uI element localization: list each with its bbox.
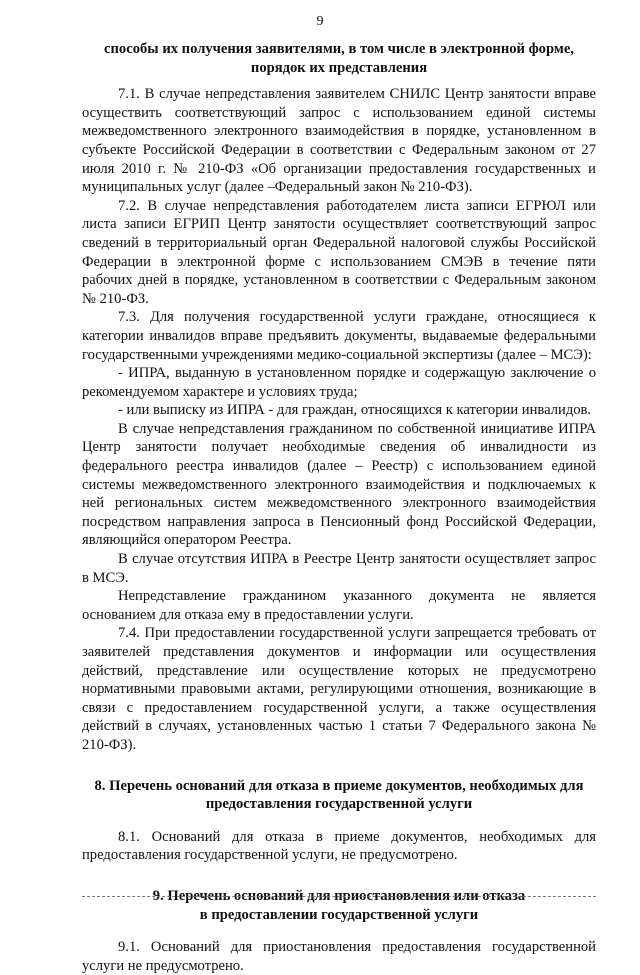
section-9-heading-line1: 9. Перечень оснований для приостановления или отказа (152, 887, 526, 904)
paragraph-7-4: 7.4. При предоставлении государственной услуги запрещается требовать от заявителей представления документов и информации или осуществления действий, представление или осуществление которых не предусмотрено нормативными правовыми актами, регулирующими отношения, возникающие в связи с предоставлением государственной услуги, а также осуществления действий в случаях, установленных частью 1 статьи 7 Федерального закона № 210-ФЗ). (82, 625, 596, 753)
paragraph-7-3: 7.3. Для получения государственной услуги граждане, относящиеся к категории инвалидов вправе предъявить документы, выдаваемые федеральными государственными учреждениями медико-социальной экспертизы (далее – МСЭ): (82, 309, 596, 363)
paragraph-8-1: 8.1. Оснований для отказа в приеме документов, необходимых для предоставления государственной услуги, не предусмотрено. (82, 828, 596, 864)
section-heading-continuation: способы их получения заявителями, в том числе в электронной форме, порядок их представления (104, 41, 574, 76)
page-number: 9 (316, 14, 324, 29)
paragraph-registry: В случае непредставления гражданином по собственной инициативе ИПРА Центр занятости получает необходимые сведения об инвалидности из федерального реестра инвалидов (далее – Реестр) с использованием единой системы межведомственного электронного взаимодействия и подключаемых к ней региональных систем межведомственного электронного взаимодействия посредством направления запроса в Пенсионный фонд Российской Федерации, являющийся оператором Реестра. (82, 420, 596, 549)
section-9-heading-line2: в предоставлении государственной услуги (199, 906, 479, 923)
paragraph-9-1: 9.1. Оснований для приостановления предоставления государственной услуги не предусмотрено. (82, 939, 596, 974)
paragraph-non-submission: Непредставление гражданином указанного документа не является основанием для отказа ему в предоставлении услуги. (82, 588, 596, 623)
page-bottom-divider (82, 896, 596, 897)
paragraph-7-2: 7.2. В случае непредставления работодателем листа записи ЕГРЮЛ или листа записи ЕГРИП Центр занятости осуществляет соответствующий запрос сведений в территориальный орган Федеральной налоговой службы Российской Федерации в электронной форме с использованием СМЭВ в течение пяти рабочих дней в порядке, установленном в соответствии с Федеральным законом № 210-ФЗ. (82, 197, 596, 307)
list-item-ipra: - ИПРА, выданную в установленном порядке и содержащую заключение о рекомендуемом характере и условиях труда; (82, 365, 596, 400)
paragraph-7-1: 7.1. В случае непредставления заявителем СНИЛС Центр занятости вправе осуществить соответствующий запрос с использованием единой системы межведомственного электронного взаимодействия в порядке, установленном в субъекте Российской Федерации в соответствии с Федеральным законом от 27 июля 2010 г. № 210-ФЗ «Об организации предоставления государственных и муниципальных услуг (далее –Федеральный закон № 210-ФЗ). (82, 86, 596, 196)
paragraph-mse-request: В случае отсутствия ИПРА в Реестре Центр занятости осуществляет запрос в МСЭ. (82, 551, 596, 586)
list-item-ipra-extract: - или выписку из ИПРА - для граждан, относящихся к категории инвалидов. (118, 402, 592, 419)
page-content (82, 40, 596, 975)
section-8-heading: 8. Перечень оснований для отказа в приеме документов, необходимых для предоставления государственной услуги (94, 777, 584, 813)
